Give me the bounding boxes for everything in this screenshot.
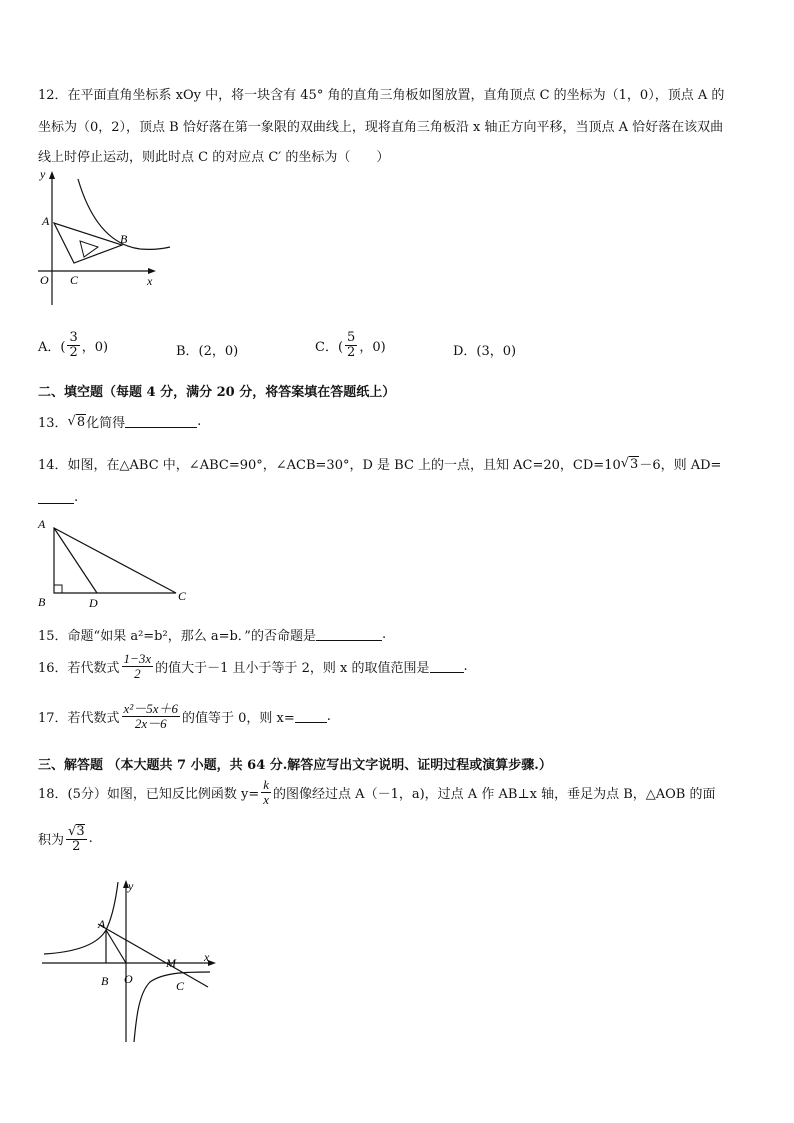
q13: 13． √ 8 化简得 .	[38, 414, 202, 431]
q14-label-D: D	[89, 596, 98, 610]
q14-line1: 14．如图，在△ABC 中，∠ABC=90°，∠ACB=30°，D 是 BC 上的一点，且知 AC=20，CD=10 √ 3 －6，则 AD=	[38, 456, 722, 473]
q17: 17．若代数式 $\frac{\text{x²－5x＋6}}{2x-6}$ 的值等于 0，则 x= .	[38, 701, 331, 731]
q18-area-fraction: √ 3 2	[68, 823, 85, 854]
q14-label-A: A	[38, 517, 46, 531]
q12-figure	[30, 165, 180, 315]
q18-line1: 18．(5分）如图，已知反比例函数 y= $\frac{k}{x}$ 的图像经过点 A（－1，a)，过点 A 作 AB⊥x 轴，垂足为点 B，△AOB 的面	[38, 777, 716, 807]
q13-answer-blank	[125, 415, 197, 428]
q12-option-a: A．( $\frac{3}{2}$ ，0)	[38, 330, 109, 360]
q13-sqrt: √ 8	[67, 414, 86, 430]
q16-answer-blank	[430, 660, 464, 673]
q18-label-O: O	[124, 972, 133, 986]
q12-label-x: x	[147, 274, 153, 288]
q14-answer-blank	[38, 491, 74, 504]
q12-label-A: A	[42, 214, 50, 228]
q12-option-a-fraction: $\frac{3}{2}$	[69, 330, 78, 360]
q14-sqrt: √ 3	[620, 456, 639, 472]
q12-line2: 坐标为（0，2），顶点 B 恰好落在第一象限的双曲线上，现将直角三角板沿 x 轴正方向平移，当顶点 A 恰好落在该双曲	[38, 120, 724, 135]
q16: 16．若代数式 $\frac{1-3x}{2}$ 的值大于－1 且小于等于 2，则 x 的取值范围是 .	[38, 651, 468, 681]
q16-fraction: $\frac{1-3x}{2}$	[123, 651, 152, 681]
q18-label-C: C	[176, 979, 185, 993]
q12-line3: 线上时停止运动，则此时点 C 的对应点 C′ 的坐标为（ ）	[38, 150, 390, 165]
q18-label-y: y	[128, 879, 134, 893]
q12-label-B: B	[120, 232, 128, 246]
q18-label-A: A	[98, 917, 106, 931]
section2-heading: 二、填空题（每题 4 分，满分 20 分，将答案填在答题纸上）	[38, 385, 396, 400]
q12-option-b: B．(2，0)	[176, 344, 239, 359]
q12-line1: 12．在平面直角坐标系 xOy 中，将一块含有 45° 角的直角三角板如图放置，直角顶点 C 的坐标为（1，0），顶点 A 的	[38, 88, 725, 103]
q18-figure	[38, 872, 228, 1047]
q12-label-C: C	[70, 273, 79, 287]
q12-label-O: O	[40, 273, 49, 287]
q14-label-C: C	[178, 589, 187, 603]
q12-option-d: D．(3，0)	[453, 344, 517, 359]
q17-answer-blank	[295, 710, 327, 723]
q18-label-B: B	[101, 974, 109, 988]
section3-heading: 三、解答题 （本大题共 7 小题，共 64 分.解答应写出文字说明、证明过程或演算步骤.）	[38, 758, 552, 773]
q18-fraction: $\frac{k}{x}$	[263, 777, 270, 807]
q15: 15．命题“如果 a²=b²，那么 a=b．”的否命题是 .	[38, 627, 387, 644]
q14-label-B: B	[38, 595, 46, 609]
q18-label-M: M	[166, 956, 176, 970]
q18-line2: 积为 √ 3 2 .	[38, 823, 93, 854]
q14-line2: .	[38, 490, 78, 505]
q14-figure	[36, 512, 196, 612]
q17-fraction: $\frac{\text{x²－5x＋6}}{2x-6}$	[123, 701, 178, 731]
q12-option-c-fraction: $\frac{5}{2}$	[347, 330, 356, 360]
q12-option-c: C．( $\frac{5}{2}$ ，0)	[315, 330, 386, 360]
q18-label-x: x	[204, 950, 210, 964]
q15-answer-blank	[316, 628, 382, 641]
q12-label-y: y	[40, 167, 46, 181]
